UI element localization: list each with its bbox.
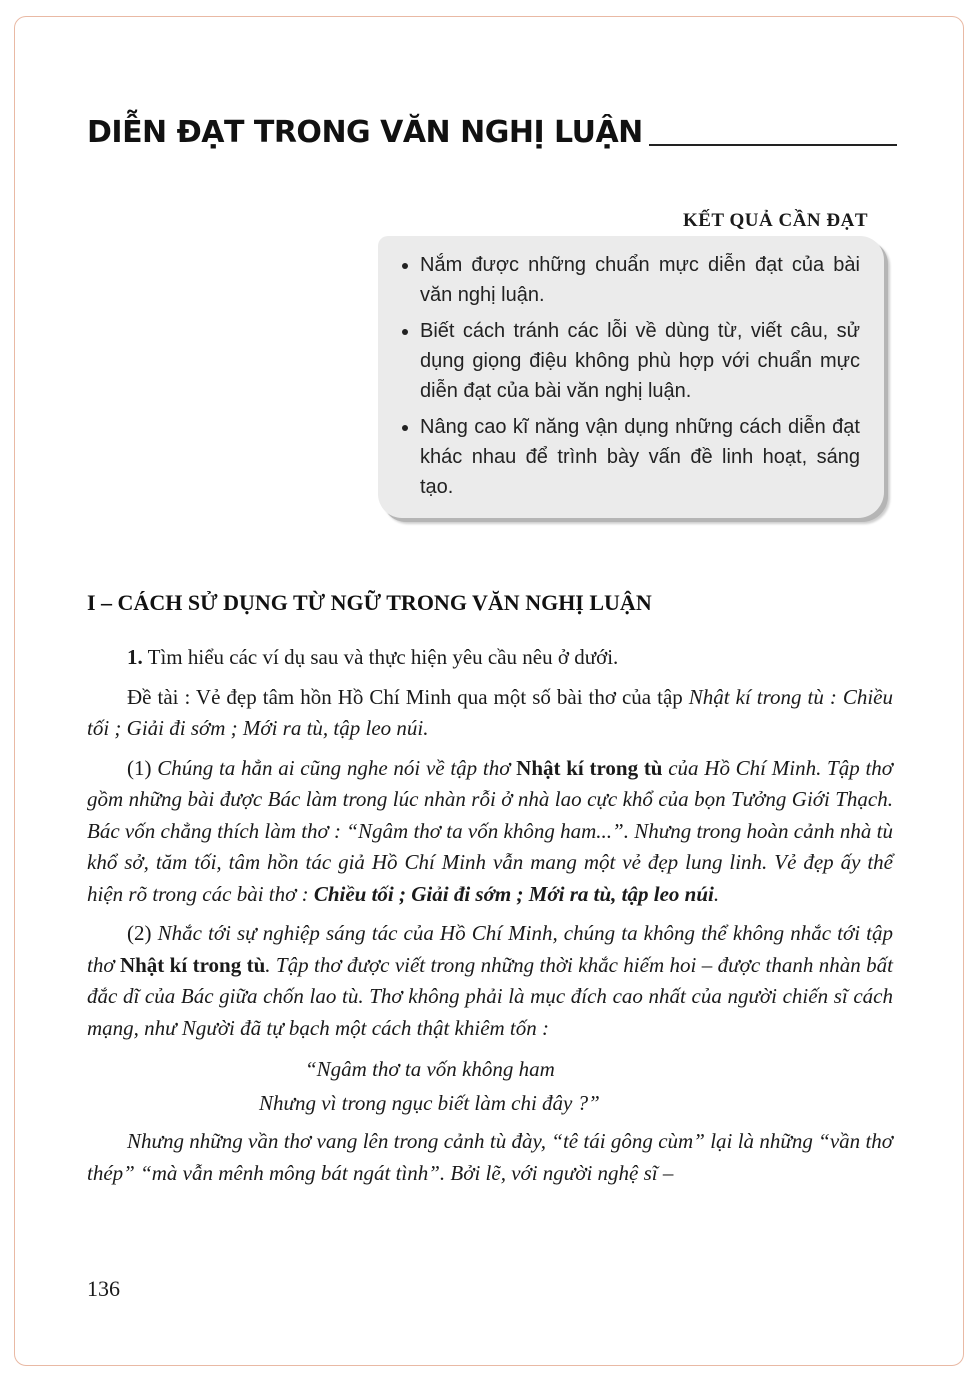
example-1: (1) Chúng ta hẳn ai cũng nghe nói về tập thơ Nhật kí trong tù của Hồ Chí Minh. Tập thơ gồm những bài được Bác làm trong lúc nhàn rỗi ở nhà lao cực khổ của bọn Tưởng Giới Thạch. Bác vốn chẳng thích làm thơ : “Ngâm thơ ta vốn không ham...”. Nhưng trong hoàn cảnh nhà tù khổ sở, tăm tối, tâm hồn tác giả Hồ Chí Minh vẫn mang một vẻ đẹp lung linh. Vẻ đẹp ấy thể hiện rõ trong các bài thơ : Chiều tối ; Giải đi sớm ; Mới ra tù, tập leo núi. [87, 755, 893, 906]
goal-item: Nâng cao kĩ năng vận dụng những cách diễn đạt khác nhau để trình bày vấn đề linh hoạt, sáng tạo. [400, 412, 860, 502]
goals-heading: KẾT QUẢ CẦN ĐẠT [682, 210, 868, 231]
poem-line: “Ngâm thơ ta vốn không ham [305, 1057, 555, 1081]
page-title: DIỄN ĐẠT TRONG VĂN NGHỊ LUẬN [87, 115, 643, 150]
body-text [87, 642, 893, 1197]
goals-box [378, 236, 884, 518]
topic-paragraph: Đề tài : Vẻ đẹp tâm hồn Hồ Chí Minh qua một số bài thơ của tập Nhật kí trong tù : Chiều tối ; Giải đi sớm ; Mới ra tù, tập leo núi. [87, 684, 894, 740]
bullet-icon [402, 425, 408, 431]
bullet-icon [402, 329, 408, 335]
task-number: 1. [127, 645, 143, 669]
section-heading: I – CÁCH SỬ DỤNG TỪ NGỮ TRONG VĂN NGHỊ LUẬN [87, 590, 652, 615]
poem-line: Nhưng vì trong ngục biết làm chi đây ?” [259, 1091, 600, 1115]
poem-quote [87, 1052, 893, 1120]
title-underline [649, 144, 897, 146]
goals-list [400, 250, 860, 502]
task-paragraph: 1. Tìm hiểu các ví dụ sau và thực hiện yêu cầu nêu ở dưới. [127, 645, 619, 669]
bullet-icon [402, 263, 408, 269]
example-2: (2) Nhắc tới sự nghiệp sáng tác của Hồ Chí Minh, chúng ta không thể không nhắc tới tập thơ Nhật kí trong tù. Tập thơ được viết trong những thời khắc hiếm hoi – được thanh nhàn bất đắc dĩ của Bác giữa chốn lao tù. Thơ không phải là mục đích cao nhất của người chiến sĩ cách mạng, như Người đã tự bạch một cách thật khiêm tốn : [87, 921, 893, 1040]
page-number: 136 [87, 1276, 120, 1301]
goal-item: Biết cách tránh các lỗi về dùng từ, viết câu, sử dụng giọng điệu không phù hợp với chuẩn mực diễn đạt của bài văn nghị luận. [400, 316, 860, 406]
goal-item: Nắm được những chuẩn mực diễn đạt của bài văn nghị luận. [400, 250, 860, 310]
title-row [87, 112, 897, 152]
example-2-continued: Nhưng những vần thơ vang lên trong cảnh tù đày, “tê tái gông cùm” lại là những “vần thơ thép” “mà vẫn mênh mông bát ngát tình”. Bởi lẽ, với người nghệ sĩ – [87, 1129, 893, 1185]
